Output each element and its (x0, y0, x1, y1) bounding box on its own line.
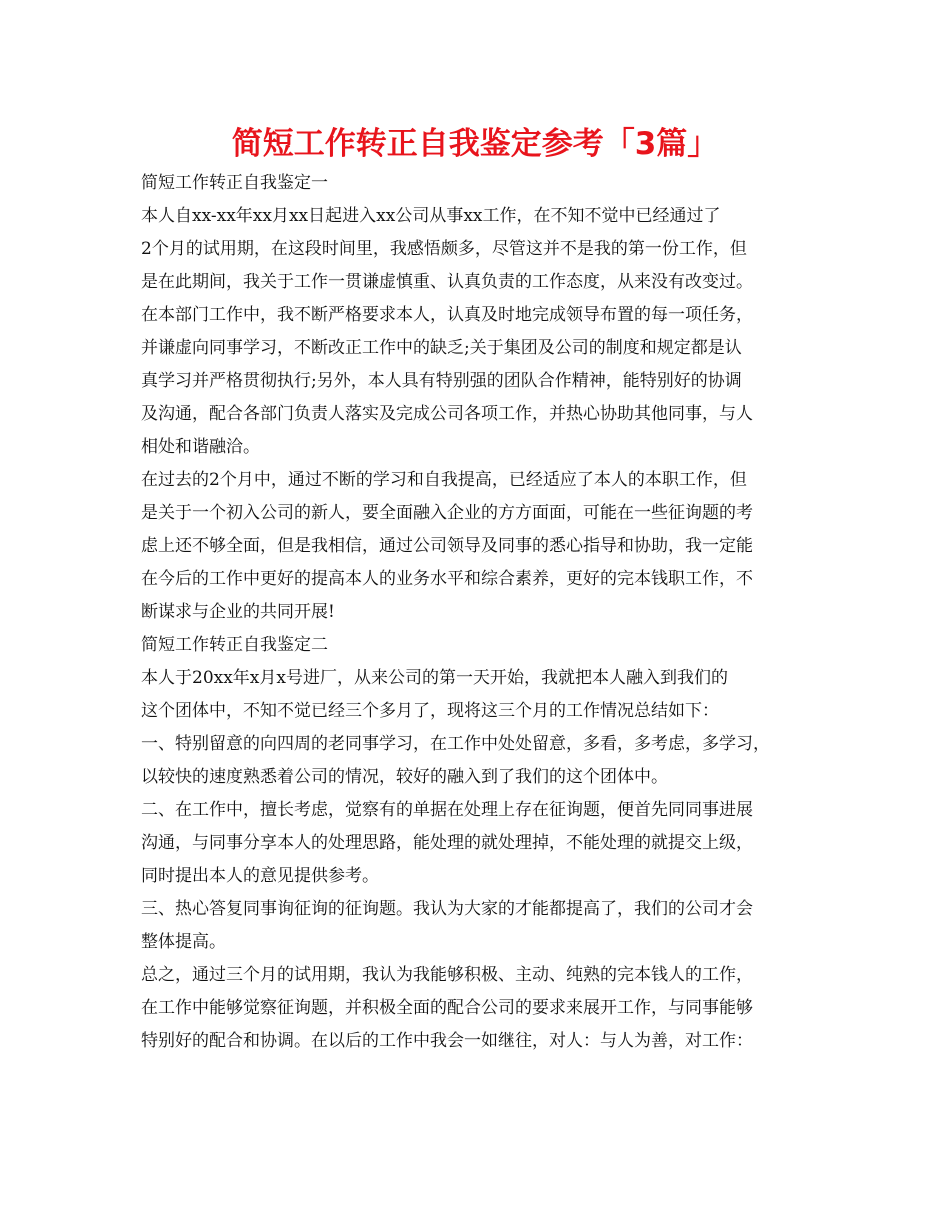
paragraph-line: 并谦虚向同事学习，不断改正工作中的缺乏;关于集团及公司的制度和规定都是认 (141, 338, 742, 358)
paragraph-line: 及沟通，配合各部门负责人落实及完成公司各项工作，并热心协助其他同事，与人 (141, 404, 753, 424)
paragraph-line: 整体提高。 (141, 932, 226, 952)
paragraph-line: 断谋求与企业的共同开展! (141, 602, 335, 622)
paragraph-line: 同时提出本人的意见提供参考。 (141, 866, 379, 886)
paragraph-line: 是关于一个初入公司的新人，要全面融入企业的方方面面，可能在一些征询题的考 (141, 503, 753, 523)
paragraph-line: 特别好的配合和协调。在以后的工作中我会一如继往，对人：与人为善，对工作： (141, 1031, 753, 1051)
paragraph-line: 虑上还不够全面，但是我相信，通过公司领导及同事的悉心指导和协助，我一定能 (141, 536, 753, 556)
paragraph-line: 一、特别留意的向四周的老同事学习，在工作中处处留意，多看，多考虑，多学习， (141, 734, 770, 754)
paragraph-line: 本人自xx-xx年xx月xx日起进入xx公司从事xx工作，在不知不觉中已经通过了 (141, 206, 721, 226)
paragraph-line: 总之，通过三个月的试用期，我认为我能够积极、主动、纯熟的完本钱人的工作， (141, 965, 753, 985)
paragraph-line: 三、热心答复同事询征询的征询题。我认为大家的才能都提高了，我们的公司才会 (141, 899, 753, 919)
paragraph-line: 这个团体中，不知不觉已经三个多月了，现将这三个月的工作情况总结如下： (141, 701, 719, 721)
heading-part-one: 简短工作转正自我鉴定一 (141, 173, 328, 193)
paragraph-line: 相处和谐融洽。 (141, 437, 260, 457)
paragraph-line: 是在此期间，我关于工作一贯谦虚慎重、认真负责的工作态度，从来没有改变过。 (141, 272, 753, 292)
heading-part-two: 简短工作转正自我鉴定二 (141, 635, 328, 655)
paragraph-line: 在过去的2个月中，通过不断的学习和自我提高，已经适应了本人的本职工作，但 (141, 470, 747, 490)
paragraph-line: 在本部门工作中，我不断严格要求本人，认真及时地完成领导布置的每一项任务， (141, 305, 753, 325)
paragraph-line: 二、在工作中，擅长考虑，觉察有的单据在处理上存在征询题，便首先同同事进展 (141, 800, 753, 820)
paragraph-line: 真学习并严格贯彻执行;另外，本人具有特别强的团队合作精神，能特别好的协调 (141, 371, 742, 391)
document-title: 简短工作转正自我鉴定参考「3篇」 (231, 126, 719, 162)
paragraph-line: 沟通，与同事分享本人的处理思路，能处理的就处理掉，不能处理的就提交上级， (141, 833, 753, 853)
document-body (141, 167, 821, 1058)
paragraph-line: 以较快的速度熟悉着公司的情况，较好的融入到了我们的这个团体中。 (141, 767, 668, 787)
paragraph-line: 2个月的试用期，在这段时间里，我感悟颇多，尽管这并不是我的第一份工作，但 (141, 239, 747, 259)
paragraph-line: 在工作中能够觉察征询题，并积极全面的配合公司的要求来展开工作，与同事能够 (141, 998, 753, 1018)
paragraph-line: 在今后的工作中更好的提高本人的业务水平和综合素养，更好的完本钱职工作，不 (141, 569, 753, 589)
paragraph-line: 本人于20xx年x月x号进厂，从来公司的第一天开始，我就把本人融入到我们的 (141, 668, 728, 688)
